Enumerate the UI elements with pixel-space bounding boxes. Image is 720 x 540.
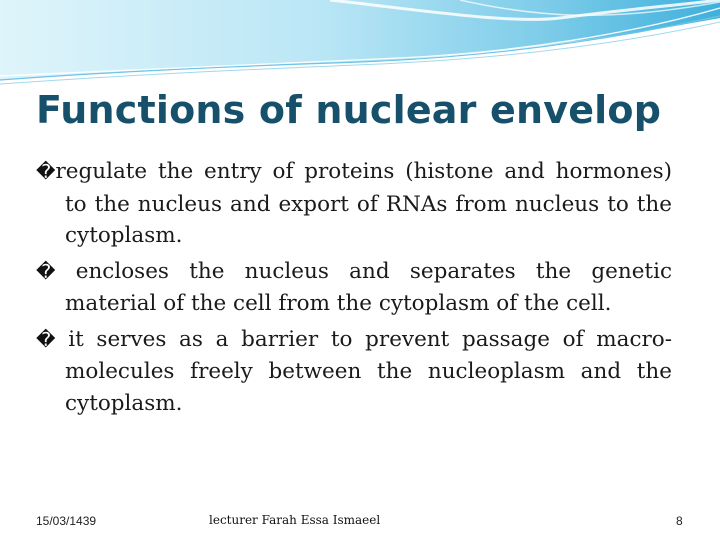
- bullet-marker-icon: �: [36, 260, 56, 283]
- footer-date: 15/03/1439: [36, 514, 97, 528]
- bullet-text: encloses the nucleus and separates the genetic material of the cell from the cytoplasm of the cell.: [55, 258, 672, 316]
- bullet-marker-icon: �: [36, 161, 56, 183]
- bullet-text: it serves as a barrier to prevent passage of macro-molecules freely between the nucleoplasm and the cytoplasm.: [55, 326, 672, 416]
- slide-title: Functions of nuclear envelop: [36, 88, 662, 132]
- header-wave-decoration: [0, 0, 720, 90]
- bullet-text: regulate the entry of proteins (histone and hormones) to the nucleus and export of RNAs from nucleus to the cytoplasm.: [55, 159, 672, 248]
- bullet-marker-icon: �: [36, 328, 56, 351]
- bullet-item: [36, 156, 672, 252]
- bullet-item: [36, 324, 672, 420]
- page-number: 8: [676, 514, 683, 528]
- bullet-item: [36, 256, 672, 320]
- footer-author: lecturer Farah Essa Ismaeel: [209, 513, 381, 527]
- bullet-list: [36, 156, 672, 423]
